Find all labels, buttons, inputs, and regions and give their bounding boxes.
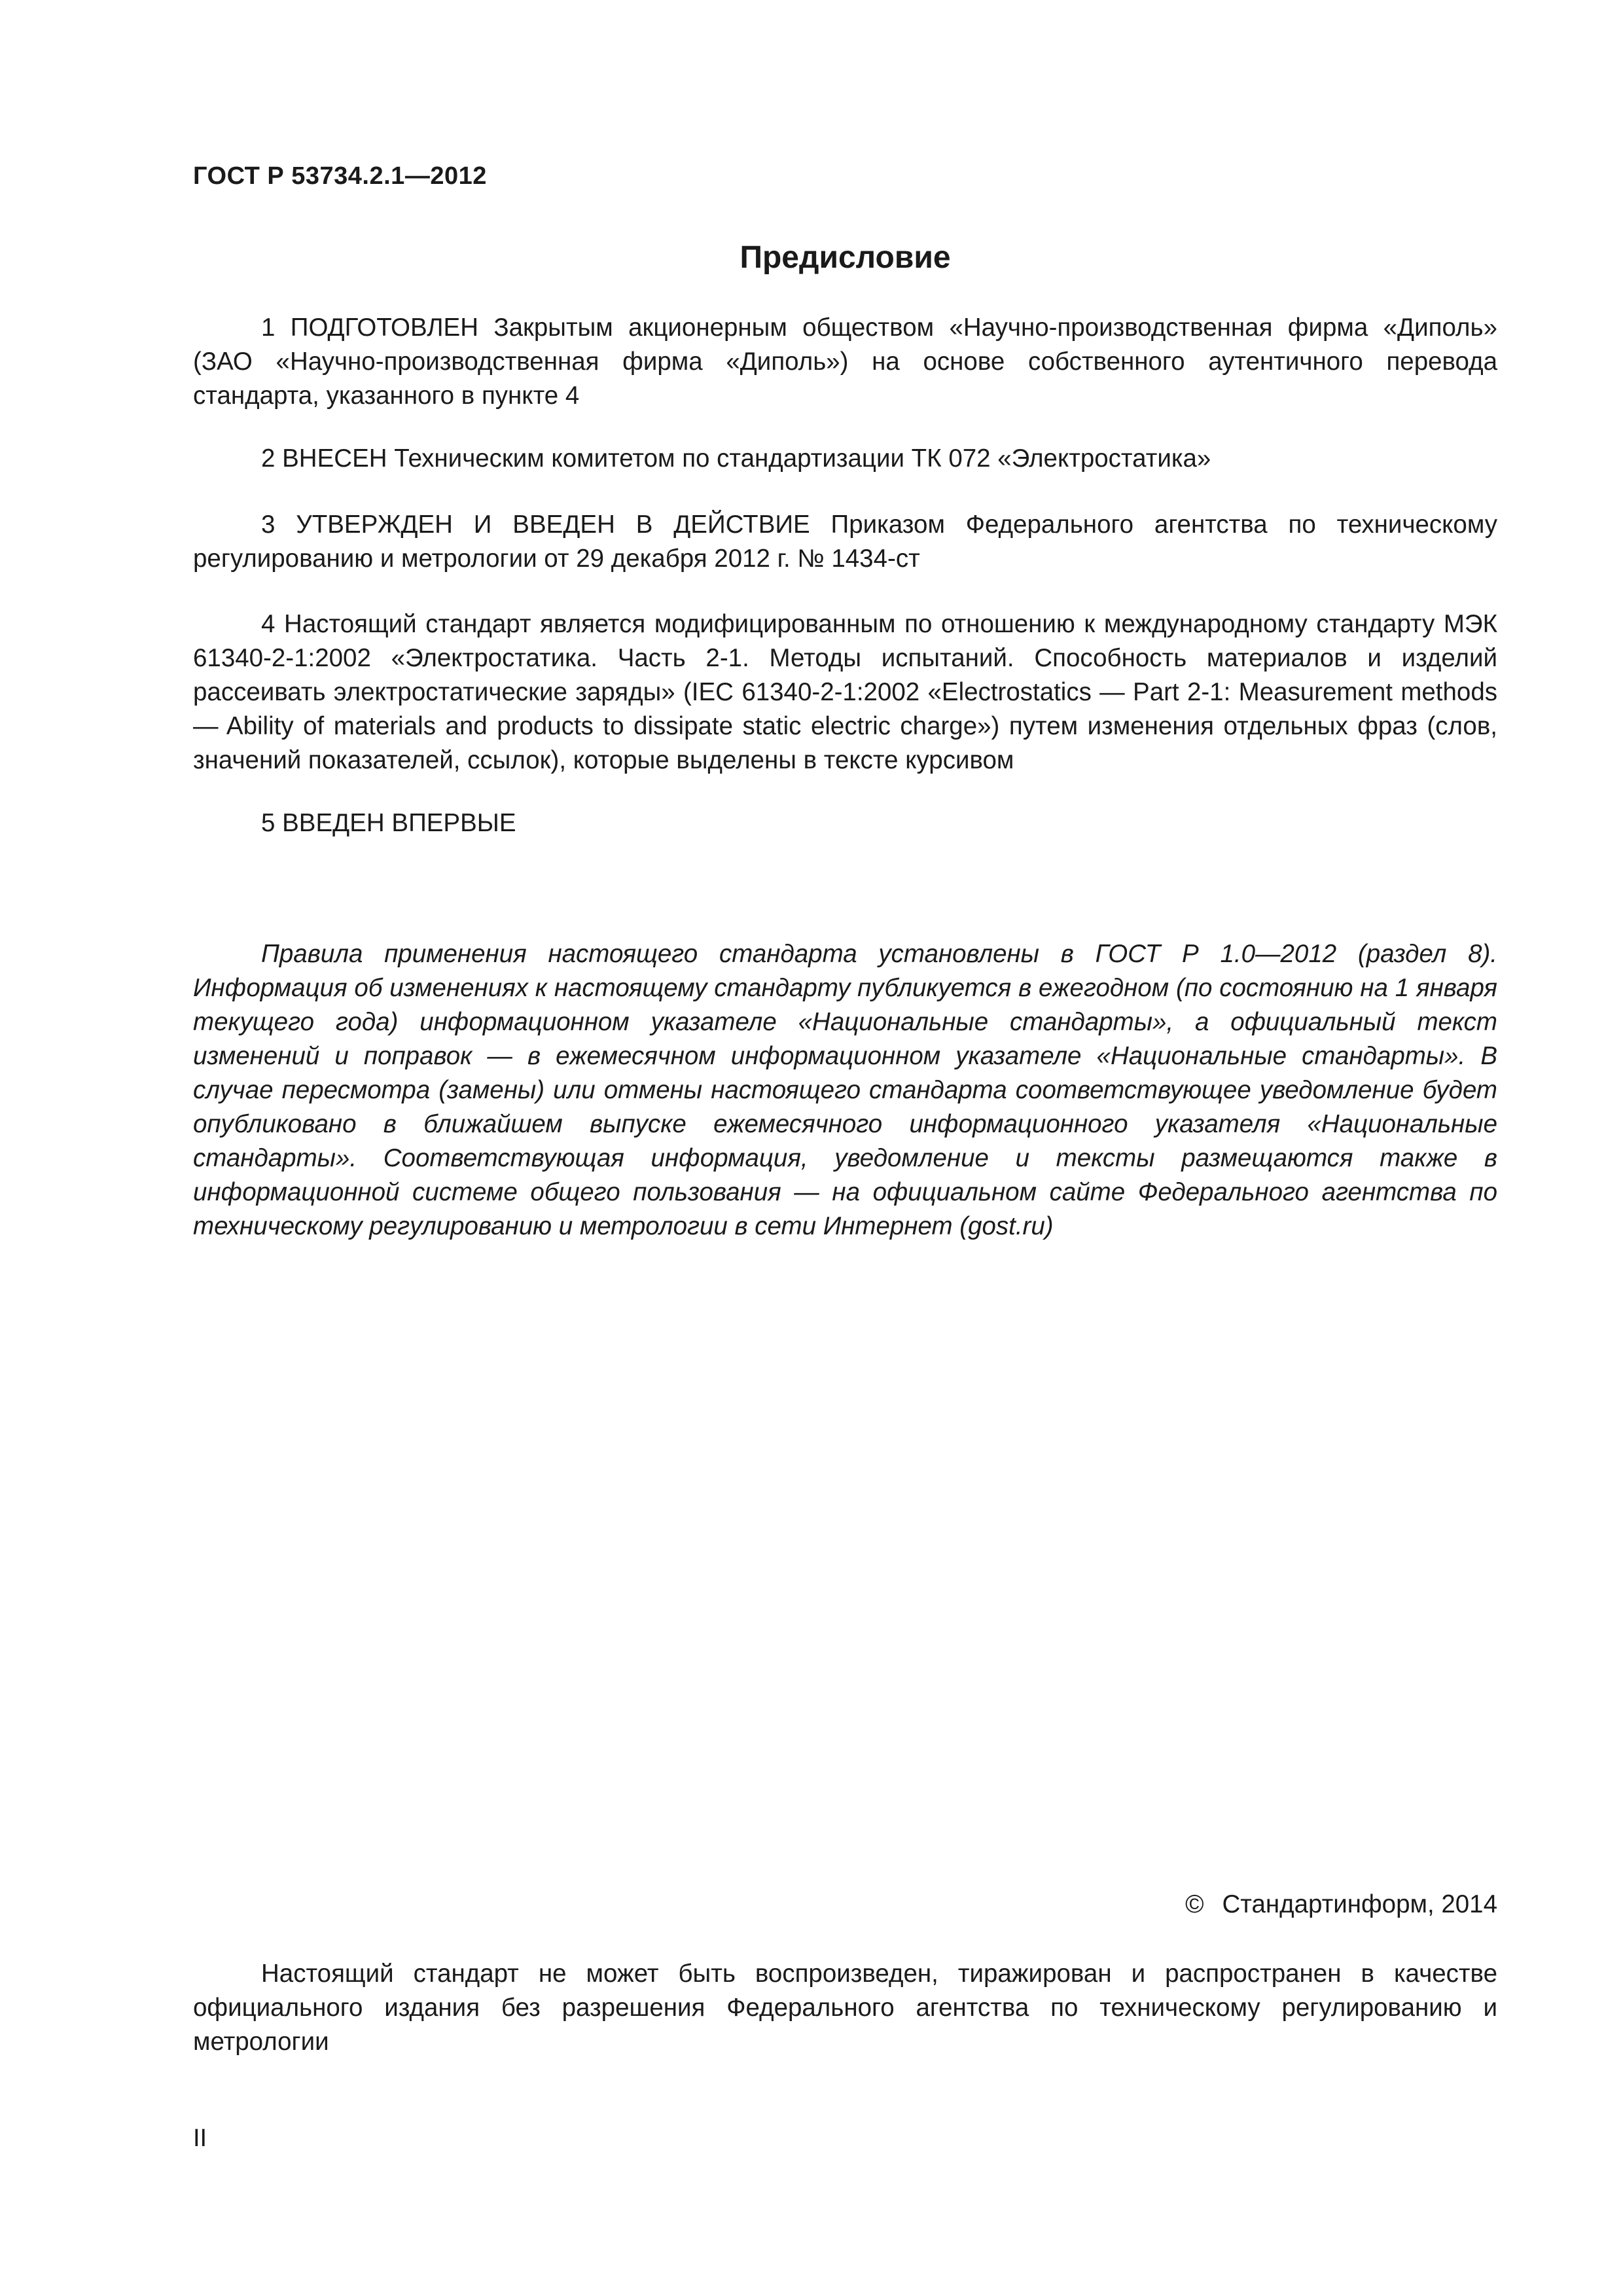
copyright-line <box>1185 1888 1497 1922</box>
foreword-item-2: 2 ВНЕСЕН Техническим комитетом по стандартизации ТК 072 «Электростатика» <box>261 444 1211 473</box>
reproduction-notice: Настоящий стандарт не может быть воспроизведен, тиражирован и распространен в качестве официального издания без разрешения Федерального агентства по техническому регулированию и метрологии <box>193 1960 1497 2056</box>
document-code-header: ГОСТ Р 53734.2.1—2012 <box>193 162 487 190</box>
foreword-item-4: 4 Настоящий стандарт является модифицированным по отношению к международному стандарту МЭК 61340-2-1:2002 «Электростатика. Часть 2-1. Методы испытаний. Способность материалов и изделий рассеивать электростатические заряды» (IEC 61340-2-1:2002 «Electrostatics — Part 2-1: Measurement methods — Ability of materials and products to dissipate static electric charge») путем изменения отдельных фраз (слов, значений показателей, ссылок), которые выделены в тексте курсивом <box>193 610 1497 774</box>
page-number: II <box>193 2125 207 2152</box>
page-title: Предисловие <box>740 240 951 275</box>
foreword-item-3: 3 УТВЕРЖДЕН И ВВЕДЕН В ДЕЙСТВИЕ Приказом Федерального агентства по техническому регулированию и метрологии от 29 декабря 2012 г. № 1434-ст <box>193 511 1497 573</box>
foreword-item-1: 1 ПОДГОТОВЛЕН Закрытым акционерным обществом «Научно-производственная фирма «Диполь» (ЗАО «Научно-производственная фирма «Диполь») на основе собственного аутентичного перевода стандарта, указанного в пункте 4 <box>193 314 1497 410</box>
foreword-item-5: 5 ВВЕДЕН ВПЕРВЫЕ <box>261 809 516 837</box>
copyright-symbol: © <box>1185 1890 1204 1918</box>
copyright-text: Стандартинформ, 2014 <box>1222 1890 1497 1918</box>
application-rules-note: Правила применения настоящего стандарта установлены в ГОСТ Р 1.0—2012 (раздел 8). Информация об изменениях к настоящему стандарту публикуется в ежегодном (по состоянию на 1 января текущего года) информационном указателе «Национальные стандарты», а официальный текст изменений и поправок — в ежемесячном информационном указателе «Национальные стандарты». В случае пересмотра (замены) или отмены настоящего стандарта соответствующее уведомление будет опубликовано в ближайшем выпуске ежемесячного информационного указателя «Национальные стандарты». Соответствующая информация, уведомление и тексты размещаются также в информационной системе общего пользования — на официальном сайте Федерального агентства по техническому регулированию и метрологии в сети Интернет (gost.ru) <box>193 940 1497 1240</box>
